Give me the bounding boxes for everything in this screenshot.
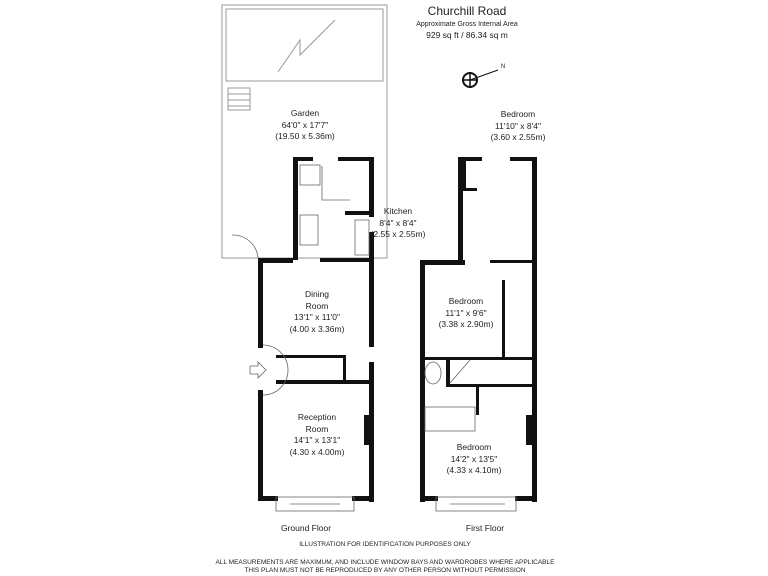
room-name: Bedroom [500,109,536,119]
compass-label: N [500,64,506,70]
room-size-metric: (19.50 x 5.36m) [275,131,335,141]
room-label-garden [275,109,335,144]
room-size-metric: (4.00 x 3.36m) [289,323,345,334]
gross-area: 929 sq ft / 86.34 sq m [426,30,508,40]
room-name: Garden [290,108,320,118]
ground-floor-fixtures [232,165,369,511]
room-name: Room [305,300,329,311]
room-size-metric: (3.38 x 2.90m) [438,319,494,329]
first-floor-label: First Floor [465,523,505,533]
room-label-reception [290,413,345,459]
room-size-imperial: 14'1" x 13'1" [293,435,341,445]
room-label-dining [290,290,345,336]
plan-title: Churchill Road [427,4,507,18]
room-name: Dining [304,289,330,299]
room-size-metric: (3.60 x 2.55m) [490,132,546,142]
plan-subtitle: Approximate Gross Internal Area [416,21,518,28]
room-name: Reception [297,412,337,422]
room-size-metric: (4.33 x 4.10m) [446,465,502,475]
room-name: Kitchen [383,206,413,216]
room-label-bedroom-front [447,443,502,478]
room-size-imperial: 11'1" x 9'6" [445,307,487,318]
room-label-bedroom-rear [491,110,546,145]
copyright-note: THIS PLAN MUST NOT BE REPRODUCED BY ANY OTHER PERSON WITHOUT PERMISSION [244,567,526,574]
room-size-imperial: 11'10" x 8'4" [495,120,541,131]
ground-floor-label: Ground Floor [280,523,332,533]
illustration-note: ILLUSTRATION FOR IDENTIFICATION PURPOSES ONLY [299,541,471,548]
room-name: Bedroom [456,442,492,452]
measurement-note: ALL MEASUREMENTS ARE MAXIMUM, AND INCLUDE WINDOW BAYS AND WARDROBES WHERE APPLICABLE [215,559,555,566]
room-label-kitchen [371,207,426,242]
room-name: Room [305,423,329,434]
room-size-imperial: 8'4" x 8'4" [379,217,417,228]
compass-icon [462,70,498,88]
room-label-bedroom-middle [439,297,494,332]
first-floor-fixtures [425,360,516,511]
room-size-imperial: 13'1" x 11'0" [294,312,340,322]
room-size-metric: (4.30 x 4.00m) [289,446,345,457]
room-size-metric: (2.55 x 2.55m) [370,229,426,239]
room-size-imperial: 14'2" x 13'5" [450,453,498,464]
room-name: Bedroom [448,296,484,306]
room-size-imperial: 64'0" x 17'7" [281,119,329,130]
